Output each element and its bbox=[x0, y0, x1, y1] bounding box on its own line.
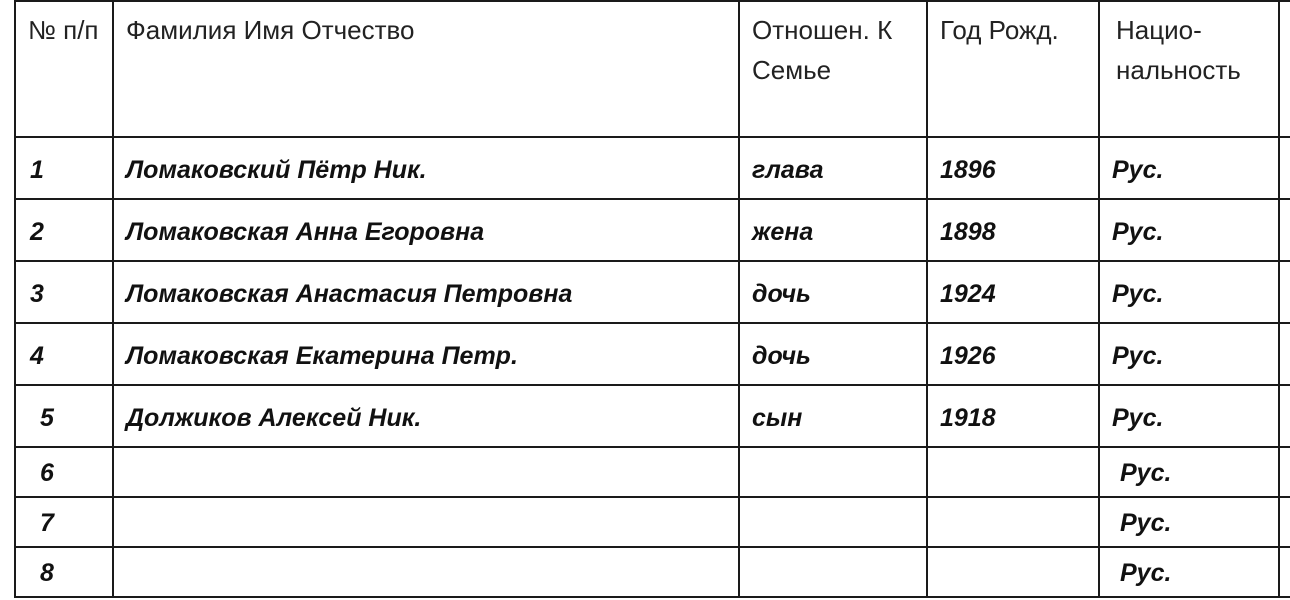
cell-extra bbox=[1279, 137, 1290, 199]
table-row bbox=[15, 323, 1290, 385]
cell-num: 4 bbox=[15, 323, 113, 385]
cell-nationality: Рус. bbox=[1099, 137, 1279, 199]
cell-num: 7 bbox=[15, 497, 113, 547]
cell-nationality: Рус. bbox=[1099, 547, 1279, 597]
cell-name: Должиков Алексей Ник. bbox=[113, 385, 739, 447]
table-row bbox=[15, 547, 1290, 597]
cell-nationality: Рус. bbox=[1099, 261, 1279, 323]
header-name: Фамилия Имя Отчество bbox=[113, 1, 739, 137]
table-row bbox=[15, 199, 1290, 261]
cell-relation: жена bbox=[739, 199, 927, 261]
header-year: Год Рожд. bbox=[927, 1, 1099, 137]
cell-num: 3 bbox=[15, 261, 113, 323]
cell-extra bbox=[1279, 447, 1290, 497]
cell-relation: глава bbox=[739, 137, 927, 199]
cell-num: 1 bbox=[15, 137, 113, 199]
cell-name bbox=[113, 447, 739, 497]
cell-name: Ломаковский Пётр Ник. bbox=[113, 137, 739, 199]
table-row bbox=[15, 497, 1290, 547]
cell-num: 2 bbox=[15, 199, 113, 261]
table-row bbox=[15, 385, 1290, 447]
cell-name: Ломаковская Анастасия Петровна bbox=[113, 261, 739, 323]
cell-year bbox=[927, 497, 1099, 547]
cell-year: 1896 bbox=[927, 137, 1099, 199]
cell-year bbox=[927, 447, 1099, 497]
cell-relation: сын bbox=[739, 385, 927, 447]
table-header-row bbox=[15, 1, 1290, 137]
family-table bbox=[14, 0, 1290, 598]
cell-extra bbox=[1279, 385, 1290, 447]
cell-nationality: Рус. bbox=[1099, 323, 1279, 385]
cell-nationality: Рус. bbox=[1099, 385, 1279, 447]
table-row bbox=[15, 447, 1290, 497]
header-relation: Отношен. К Семье bbox=[739, 1, 927, 137]
cell-year: 1924 bbox=[927, 261, 1099, 323]
cell-name bbox=[113, 497, 739, 547]
header-num: № п/п bbox=[15, 1, 113, 137]
cell-nationality: Рус. bbox=[1099, 199, 1279, 261]
cell-year bbox=[927, 547, 1099, 597]
table-row bbox=[15, 261, 1290, 323]
cell-name: Ломаковская Анна Егоровна bbox=[113, 199, 739, 261]
cell-extra bbox=[1279, 497, 1290, 547]
cell-num: 8 bbox=[15, 547, 113, 597]
cell-nationality: Рус. bbox=[1099, 497, 1279, 547]
cell-extra bbox=[1279, 547, 1290, 597]
cell-extra bbox=[1279, 261, 1290, 323]
cell-relation bbox=[739, 547, 927, 597]
cell-year: 1926 bbox=[927, 323, 1099, 385]
cell-nationality: Рус. bbox=[1099, 447, 1279, 497]
cell-name: Ломаковская Екатерина Петр. bbox=[113, 323, 739, 385]
header-nationality: Нацио- нальность bbox=[1099, 1, 1279, 137]
cell-year: 1918 bbox=[927, 385, 1099, 447]
cell-relation bbox=[739, 447, 927, 497]
cell-relation: дочь bbox=[739, 261, 927, 323]
cell-relation: дочь bbox=[739, 323, 927, 385]
cell-year: 1898 bbox=[927, 199, 1099, 261]
cell-name bbox=[113, 547, 739, 597]
table-row bbox=[15, 137, 1290, 199]
header-extra bbox=[1279, 1, 1290, 137]
cell-relation bbox=[739, 497, 927, 547]
cell-extra bbox=[1279, 199, 1290, 261]
cell-num: 5 bbox=[15, 385, 113, 447]
cell-num: 6 bbox=[15, 447, 113, 497]
cell-extra bbox=[1279, 323, 1290, 385]
